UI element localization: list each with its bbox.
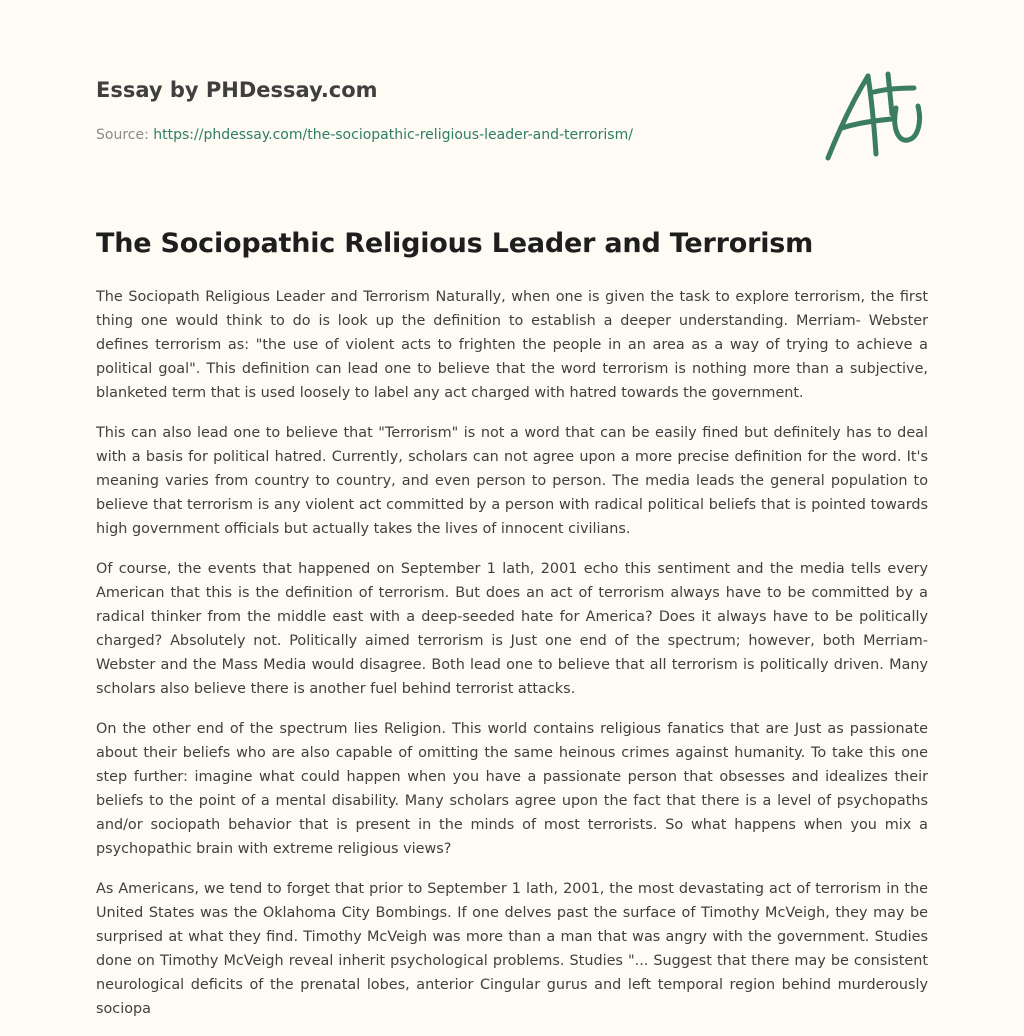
essay-paragraph: As Americans, we tend to forget that prior to September 1 lath, 2001, the most devastating act of terrorism in the United States was the Oklahoma City Bombings. If one delves past the surface of Timothy McVeigh, they may be surprised at what they find. Timothy McVeigh was more than a man that was angry with the government. Studies done on Timothy McVeigh reveal inherit psychological problems. Studies "... Suggest that there may be consistent neurological deficits of the prenatal lobes, anterior Cingular gurus and left temporal region behind murderously sociopa [96,881,928,1017]
source-label: Source: [96,127,154,143]
a-plus-grade-icon [818,66,930,166]
essay-paragraph: This can also lead one to believe that "Terrorism" is not a word that can be easily fined but definitely has to deal with a basis for political hatred. Currently, scholars can not agree upon a more precise definition for the word. It's meaning varies from country to country, and even person to person. The media leads the general population to believe that terrorism is any violent act committed by a person with radical political beliefs that is pointed towards high government officials but actually takes the lives of innocent civilians. [96,425,928,537]
site-brand: Essay by PHDessay.com [96,78,378,102]
source-link[interactable]: https://phdessay.com/the-sociopathic-religious-leader-and-terrorism/ [153,127,633,143]
essay-body [96,285,928,1021]
essay-paragraph: The Sociopath Religious Leader and Terrorism Naturally, when one is given the task to explore terrorism, the first thing one would think to do is look up the definition to establish a deeper understanding. Merriam- Webster defines terrorism as: "the use of violent acts to frighten the people in an area as a way of trying to achieve a political goal". This definition can lead one to believe that the word terrorism is nothing more than a subjective, blanketed term that is used loosely to label any act charged with hatred towards the government. [96,289,928,401]
essay-paragraph: Of course, the events that happened on September 1 lath, 2001 echo this sentiment and the media tells every American that this is the definition of terrorism. But does an act of terrorism always have to be committed by a radical thinker from the middle east with a deep-seeded hate for America? Does it always have to be politically charged? Absolutely not. Politically aimed terrorism is Just one end of the spectrum; however, both Merriam- Webster and the Mass Media would disagree. Both lead one to believe that all terrorism is politically driven. Many scholars also believe there is another fuel behind terrorist attacks. [96,561,928,697]
essay-header [96,76,796,144]
source-line [96,126,796,144]
essay-paragraph: On the other end of the spectrum lies Religion. This world contains religious fanatics that are Just as passionate about their beliefs who are also capable of omitting the same heinous crimes against humanity. To take this one step further: imagine what could happen when you have a passionate person that obsesses and idealizes their beliefs to the point of a mental disability. Many scholars agree upon the fact that there is a level of psychopaths and/or sociopath behavior that is present in the minds of most terrorists. So what happens when you mix a psychopathic brain with extreme religious views? [96,721,928,857]
essay-title: The Sociopathic Religious Leader and Terrorism [96,228,814,259]
